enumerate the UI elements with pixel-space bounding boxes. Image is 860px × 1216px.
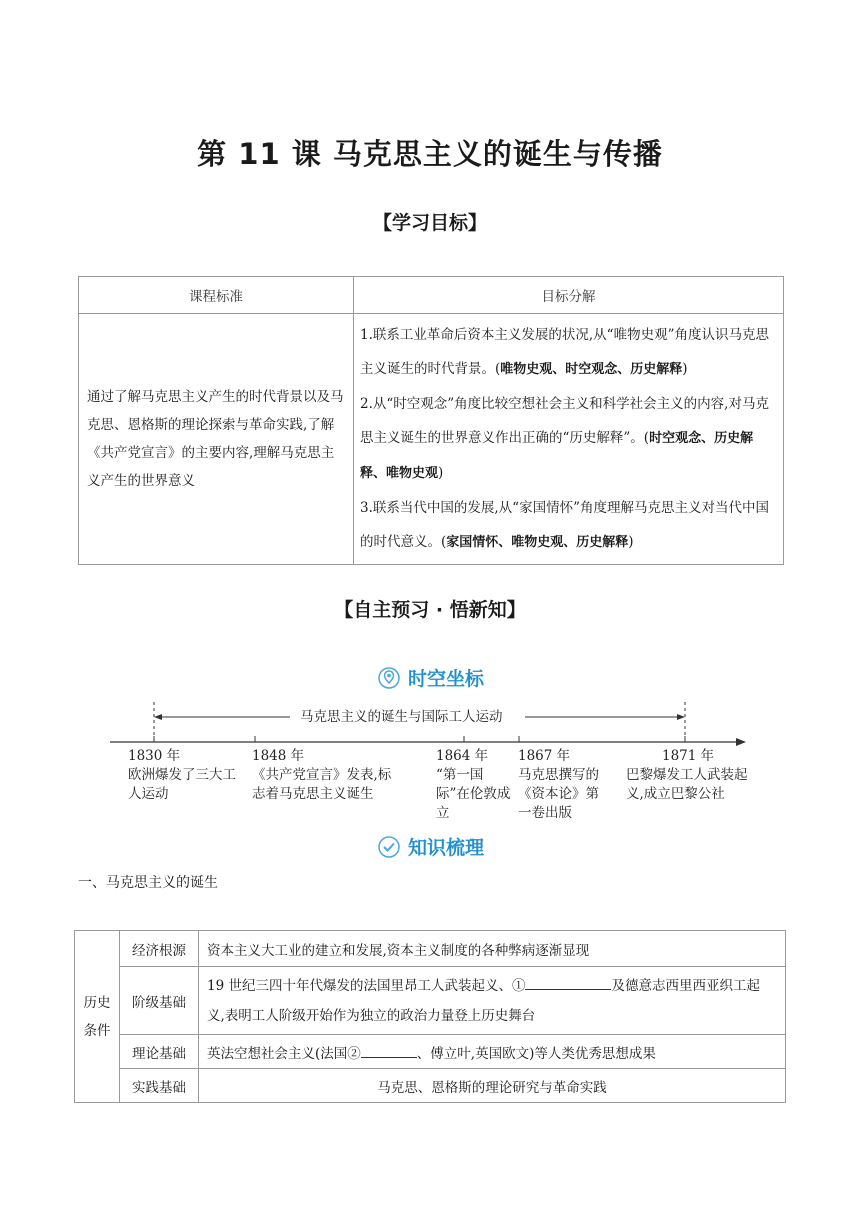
learning-goals-heading: 【学习目标】 [372,212,487,234]
group-label: 历史条件 [75,931,120,1103]
timeline-event-1864 [436,747,516,823]
section-title: 一、马克思主义的诞生 [78,875,218,891]
timeline-span-label: 马克思主义的诞生与国际工人运动 [296,708,507,727]
timeline-axis-arrow [736,738,746,746]
row-label: 阶级基础 [120,967,199,1035]
goal-list [354,314,784,565]
timeline-heading [378,664,484,691]
row-content: 资本主义大工业的建立和发展,资本主义制度的各种弊病逐渐显现 [199,931,786,967]
span-arrow-right [677,714,685,720]
timeline-heading-label: 时空坐标 [408,668,485,690]
event-year: 1830 年 [128,748,181,764]
preview-heading: 【自主预习 · 悟新知】 [334,599,526,621]
event-year: 1848 年 [252,748,305,764]
knowledge-heading-label: 知识梳理 [408,837,485,859]
col2-header: 目标分解 [354,277,784,314]
row-label: 理论基础 [120,1035,199,1069]
row-label: 经济根源 [120,931,199,967]
knowledge-heading [378,833,484,860]
goals-table [78,276,784,565]
event-year: 1864 年 [436,748,489,764]
timeline-event-1867 [518,747,602,823]
goal-item-2: 2.从“时空观念”角度比较空想社会主义和科学社会主义的内容,对马克思主义诞生的世界意义作出正确的“历史解释”。(时空观念、历史解释、唯物史观) [360,396,769,481]
goal-item-3: 3.联系当代中国的发展,从“家国情怀”角度理解马克思主义对当代中国的时代意义。(家国情怀、唯物史观、历史解释) [360,500,769,550]
row-content: 19 世纪三四十年代爆发的法国里昂工人武装起义、① 及德意志西里西亚织工起义,表明工人阶级开始作为独立的政治力量登上历史舞台 [199,967,786,1035]
event-year: 1871 年 [662,748,715,764]
event-desc: 欧洲爆发了三大工人运动 [128,767,236,802]
event-desc: “第一国际”在伦敦成立 [436,767,511,821]
timeline-event-1830 [128,747,246,804]
timeline-event-1871 [626,747,750,804]
row-content: 英法空想社会主义(法国② 、傅立叶,英国欧文)等人类优秀思想成果 [199,1035,786,1069]
checkmark-icon [378,836,400,858]
row-label: 实践基础 [120,1069,199,1103]
goal-item-1: 1.联系工业革命后资本主义发展的状况,从“唯物史观”角度认识马克思主义诞生的时代背景。(唯物史观、时空观念、历史解释) [360,327,769,377]
col1-header: 课程标准 [79,277,354,314]
event-desc: 《共产党宣言》发表,标志着马克思主义诞生 [252,767,392,802]
timeline-event-1848 [252,747,392,804]
fill-in-blank-2[interactable] [361,1043,417,1058]
span-arrow-left [154,714,162,720]
conditions-table [74,930,786,1103]
event-desc: 巴黎爆发工人武装起义,成立巴黎公社 [626,767,748,802]
row-content: 马克思、恩格斯的理论研究与革命实践 [199,1069,786,1103]
event-desc: 马克思撰写的《资本论》第一卷出版 [518,767,599,821]
course-standard: 通过了解马克思主义产生的时代背景以及马克思、恩格斯的理论探索与革命实践,了解《共产党宣言》的主要内容,理解马克思主义产生的世界意义 [79,314,354,565]
location-pin-icon [378,667,400,689]
page-title: 第 11 课 马克思主义的诞生与传播 [197,137,663,171]
event-year: 1867 年 [518,748,571,764]
fill-in-blank-1[interactable] [525,975,611,990]
